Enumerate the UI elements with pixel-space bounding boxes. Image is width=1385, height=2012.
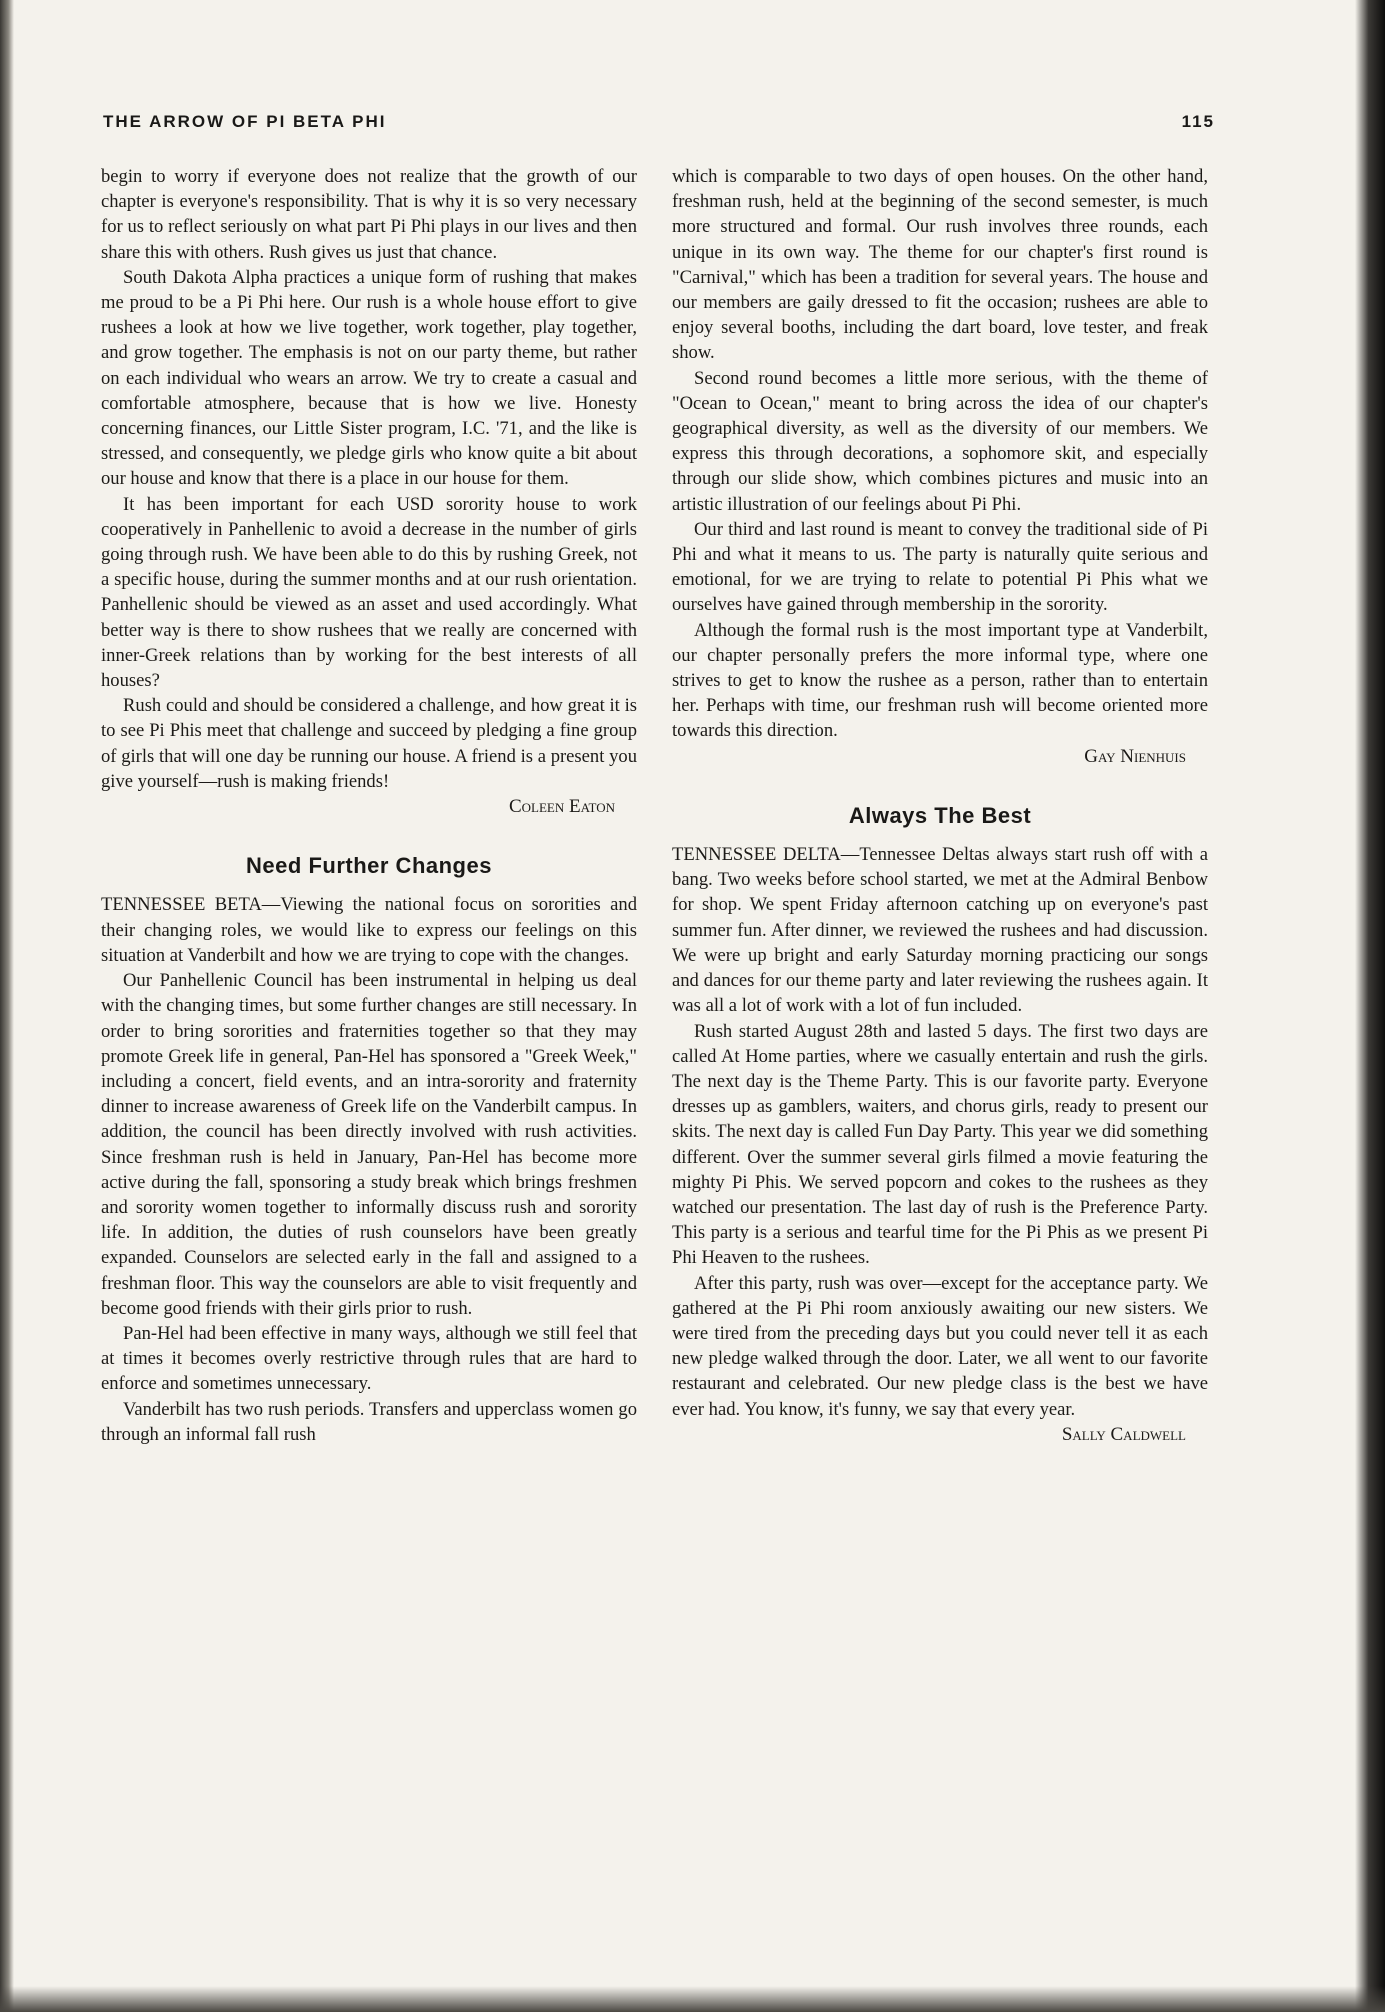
- author-signature: Coleen Eaton: [508, 796, 615, 818]
- left-column: [101, 164, 637, 1447]
- paragraph: Pan-Hel had been effective in many ways, although we still feel that at times it becomes overly restrictive through rules that are hard to enforce and sometimes unnecessary.: [101, 1322, 637, 1395]
- scan-edge-left: [0, 0, 14, 2012]
- paragraph: Rush could and should be considered a challenge, and how great it is to see Pi Phis meet that challenge and succeed by pledging a fine group of girls that will one day be running our house. A friend is a present you give yourself—rush is making friends!: [101, 695, 637, 792]
- scan-edge-right: [1355, 0, 1385, 2012]
- paragraph: Our third and last round is meant to convey the traditional side of Pi Phi and what it means to us. The party is naturally quite serious and emotional, for we are trying to relate to potential Pi Phis what we ourselves have gained through membership in the sorority.: [672, 518, 1208, 616]
- paragraph: South Dakota Alpha practices a unique form of rushing that makes me proud to be a Pi Phi here. Our rush is a whole house effort to give rushees a look at how we live together, work together, play together, and grow together. The emphasis is not on our party theme, but rather on each individual who wears an arrow. We try to create a casual and comfortable atmosphere, because that is how we live. Honesty concerning finances, our Little Sister program, I.C. '71, and the like is stressed, and consequently, we pledge girls who know quite a bit about our house and know that there is a place in our house for them.: [101, 266, 637, 490]
- publication-title: THE ARROW OF PI BETA PHI: [103, 112, 387, 131]
- paragraph: which is comparable to two days of open houses. On the other hand, freshman rush, held at the beginning of the second semester, is much more structured and formal. Our rush involves three rounds, each unique in its own way. The theme for our chapter's first round is "Carnival," which has been a tradition for several years. The house and our members are gaily dressed to fit the occasion; rushees are able to enjoy several booths, including the dart board, love tester, and freak show.: [672, 166, 1208, 364]
- paragraph: Although the formal rush is the most important type at Vanderbilt, our chapter personally prefers the more informal type, where one strives to get to know the rushee as a person, rather than to entertain her. Perhaps with time, our freshman rush will become oriented more towards this direction.: [672, 619, 1208, 742]
- paragraph: Second round becomes a little more serious, with the theme of "Ocean to Ocean," meant to bring across the idea of our chapter's geographical diversity, as well as the diversity of our members. We express this through decorations, a sophomore skit, and especially through our slide show, which combines pictures and music into an artistic illustration of our feelings about Pi Phi.: [672, 367, 1208, 515]
- author-signature: Gay Nienhuis: [1084, 745, 1186, 767]
- paragraph: begin to worry if everyone does not realize that the growth of our chapter is everyone's responsibility. That is why it is so very necessary for us to reflect seriously on what part Pi Phi plays in our lives and then share this with others. Rush gives us just that chance.: [101, 166, 637, 263]
- paragraph: TENNESSEE DELTA—Tennessee Deltas always start rush off with a bang. Two weeks before school started, we met at the Admiral Benbow for shop. We spent Friday afternoon catching up on everyone's past summer fun. After dinner, we reviewed the rushees and had discussion. We were up bright and early Saturday morning practicing our songs and dances for our theme party and later reviewing the rushees again. It was all a lot of work with a lot of fun included.: [672, 844, 1208, 1017]
- author-signature: Sally Caldwell: [1061, 1423, 1186, 1445]
- page-number: 115: [1181, 112, 1215, 131]
- running-head: [103, 112, 1215, 132]
- paragraph: Rush started August 28th and lasted 5 days. The first two days are called At Home parties, where we casually entertain and rush the girls. The next day is the Theme Party. This is our favorite party. Everyone dresses up as gamblers, waiters, and chorus girls, ready to present our skits. The next day is called Fun Day Party. This year we did something different. Over the summer several girls filmed a movie featuring the mighty Pi Phis. We served popcorn and cokes to the rushees as they watched our presentation. The last day of rush is the Preference Party. This party is a serious and tearful time for the Pi Phis as we present Pi Phi Heaven to the rushees.: [672, 1020, 1208, 1269]
- article-heading: Always The Best: [848, 802, 1032, 828]
- article-heading: Need Further Changes: [246, 853, 492, 879]
- paragraph: After this party, rush was over—except for the acceptance party. We gathered at the Pi Phi room anxiously awaiting our new sisters. We were tired from the preceding days but you could never tell it as each new pledge walked through the door. Later, we all went to our favorite restaurant and celebrated. Our new pledge class is the best we have ever had. You know, it's funny, we say that every year.: [672, 1272, 1208, 1420]
- right-column: [672, 164, 1208, 1447]
- paragraph: It has been important for each USD sorority house to work cooperatively in Panhellenic to avoid a decrease in the number of girls going through rush. We have been able to do this by rushing Greek, not a specific house, during the summer months and at our rush orientation. Panhellenic should be viewed as an asset and used accordingly. What better way is there to show rushees that we really are concerned with inner-Greek relations than by working for the best interests of all houses?: [101, 493, 637, 692]
- paragraph: Our Panhellenic Council has been instrumental in helping us deal with the changing times, but some further changes are still necessary. In order to bring sororities and fraternities together so that they may promote Greek life in general, Pan-Hel has sponsored a "Greek Week," including a concert, field events, and an intra-sorority and fraternity dinner to increase awareness of Greek life on the Vanderbilt campus. In addition, the council has been directly involved with rush activities. Since freshman rush is held in January, Pan-Hel has become more active during the fall, sponsoring a study break which brings freshmen and sorority women together to informally discuss rush and sorority life. In addition, the duties of rush counselors have been greatly expanded. Counselors are selected early in the fall and assigned to a freshman floor. This way the counselors are able to visit frequently and become good friends with their girls prior to rush.: [101, 970, 637, 1319]
- paragraph: Vanderbilt has two rush periods. Transfers and upperclass women go through an informal fall rush: [101, 1398, 637, 1445]
- scan-edge-bottom: [0, 1986, 1385, 2012]
- paragraph: TENNESSEE BETA—Viewing the national focus on sororities and their changing roles, we would like to express our feelings on this situation at Vanderbilt and how we are trying to cope with the changes.: [101, 894, 637, 966]
